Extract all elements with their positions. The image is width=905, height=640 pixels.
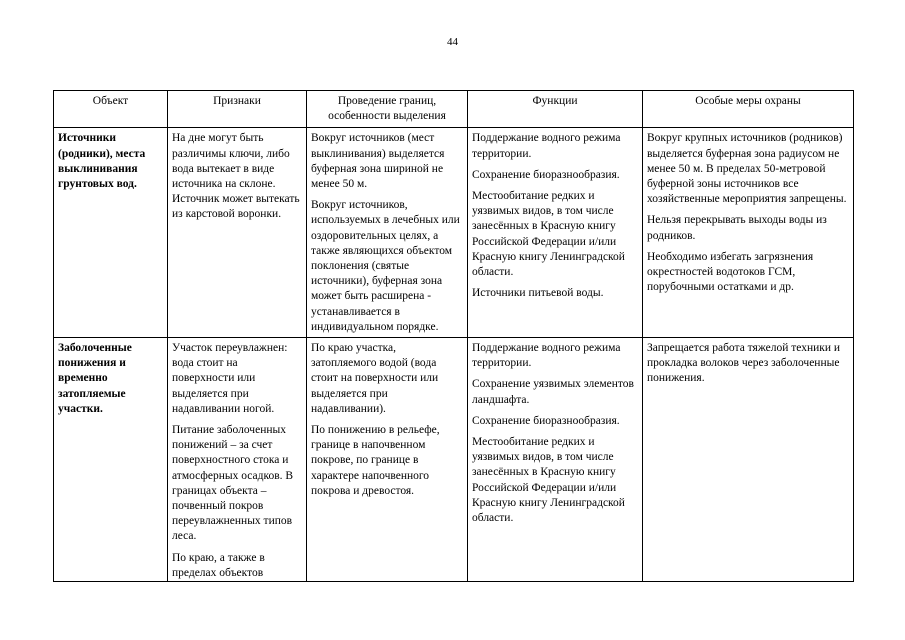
protection-table [53, 90, 854, 582]
paragraph: Вокруг крупных источников (родников) выделяется буферная зона радиусом не менее 50 м. В пределах 50-метровой буферной зоны источников все хозяйственные мероприятия запрещены. [647, 132, 847, 206]
paragraph: На дне могут быть различимы ключи, либо вода вытекает в виде источника на склоне. Источник может вытекать из карстовой воронки. [172, 132, 300, 221]
header-boundaries: Проведение границ, особенности выделения [307, 91, 468, 128]
paragraph: Необходимо избегать загрязнения окрестностей водотоков ГСМ, порубочными остатками и др. [647, 250, 814, 294]
paragraph: По краю участка, затопляемого водой (вода стоит на поверхности или выделяется при надавливании). [311, 342, 439, 415]
cell-object: Источники (родники), места выклинивания грунтовых вод. [54, 128, 168, 338]
cell-measures [643, 128, 854, 338]
cell-functions [468, 128, 643, 338]
cell-measures [643, 338, 854, 582]
paragraph: Сохранение биоразнообразия. [472, 414, 620, 427]
paragraph: Поддержание водного режима территории. [472, 132, 621, 160]
paragraph: Сохранение биоразнообразия. [472, 168, 620, 181]
header-signs: Признаки [168, 91, 307, 128]
header-functions: Функции [468, 91, 643, 128]
cell-boundaries [307, 338, 468, 582]
header-object: Объект [54, 91, 168, 128]
table-row [54, 338, 854, 582]
paragraph: Источники питьевой воды. [472, 287, 604, 300]
cell-signs [168, 338, 307, 582]
paragraph: По краю, а также в пределах объектов [172, 551, 265, 579]
paragraph: Сохранение уязвимых элементов ландшафта. [472, 378, 634, 406]
paragraph: Местообитание редких и уязвимых видов, в том числе занесённых в Красную книгу Российской Федерации и/или Красную книгу Ленинградской области. [472, 436, 625, 525]
paragraph: Вокруг источников (мест выклинивания) выделяется буферная зона шириной не менее 50 м. [311, 132, 445, 191]
cell-object: Заболоченные понижения и временно затопляемые участки. [54, 338, 168, 582]
table-header-row [54, 91, 854, 128]
cell-boundaries [307, 128, 468, 338]
paragraph: Запрещается работа тяжелой техники и прокладка волоков через заболоченные понижения. [647, 342, 841, 385]
paragraph: Нельзя перекрывать выходы воды из родников. [647, 214, 827, 242]
table-row [54, 128, 854, 338]
paragraph: Вокруг источников, используемых в лечебных или оздоровительных целях, а также являющихся объектом поклонения (святые источники), буферная зона может быть расширена - устанавливается в индивидуальном порядке. [311, 199, 460, 333]
paragraph: Поддержание водного режима территории. [472, 342, 621, 370]
paragraph: Питание заболоченных понижений – за счет поверхностного стока и атмосферных осадков. В границах объекта – почвенный покров переувлажненных типов леса. [172, 424, 294, 543]
paragraph: Местообитание редких и уязвимых видов, в том числе занесённых в Красную книгу Российской Федерации и/или Красную книгу Ленинградской области. [472, 190, 625, 279]
cell-signs [168, 128, 307, 338]
page-number: 44 [447, 36, 458, 48]
paragraph: По понижению в рельефе, границе в напочвенном покрове, по границе в характере напочвенного покрова и древостоя. [311, 424, 440, 497]
cell-functions [468, 338, 643, 582]
header-measures: Особые меры охраны [643, 91, 854, 128]
paragraph: Участок переувлажнен: вода стоит на поверхности или выделяется при надавливании ногой. [172, 342, 288, 415]
